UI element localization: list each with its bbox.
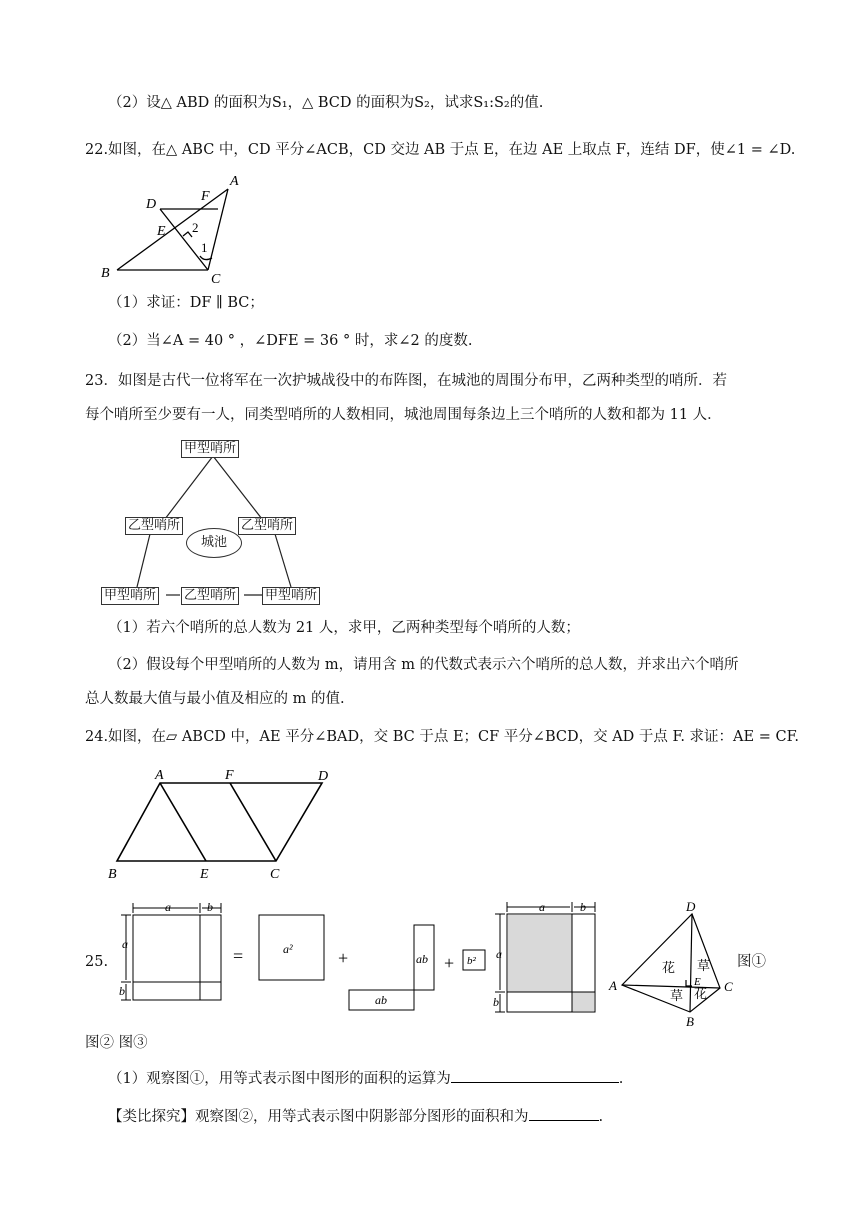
- q25-fig1-left-b: b: [119, 984, 125, 998]
- q21-part2: （2）设△ ABD 的面积为S₁，△ BCD 的面积为S₂，试求S₁:S₂的值.: [108, 95, 544, 111]
- q25-fig2-fig3-caption: 图② 图③: [85, 1035, 148, 1051]
- q23-box-right-mid: 乙型哨所: [238, 517, 296, 535]
- q25-fig1-caption: 图①: [737, 954, 766, 970]
- q25-plus-sign-1: +: [338, 948, 349, 968]
- q22-part1: （1）求证：DF ∥ BC；: [108, 295, 264, 311]
- q25-fig3-cao-right: 草: [697, 958, 711, 973]
- q23-city: 城池: [186, 528, 242, 558]
- q25-number: 25.: [85, 954, 109, 970]
- q25-analog-text: 【类比探究】观察图②，用等式表示图中阴影部分图形的面积和为: [108, 1109, 529, 1125]
- q25-fig3-cao-bottom: 草: [670, 988, 684, 1003]
- q22-label-E: E: [157, 224, 166, 239]
- q25-fig3-label-C: C: [724, 979, 733, 994]
- q25-part1-period: .: [618, 1071, 624, 1087]
- q24-stem: 24.如图，在▱ ABCD 中，AE 平分∠BAD，交 BC 于点 E；CF 平分∠BCD，交 AD 于点 F. 求证：AE = CF.: [85, 729, 799, 745]
- q22-label-B: B: [101, 266, 110, 281]
- q25-fig3-hua-bottom: 花: [694, 986, 708, 1001]
- q25-label-ab-horizontal: ab: [375, 993, 387, 1007]
- q25-fig2-left-b: b: [493, 995, 499, 1009]
- q25-part1-text: （1）观察图①，用等式表示图中图形的面积的运算为: [108, 1071, 451, 1087]
- q23-stem-line1: 23．如图是古代一位将军在一次护城战役中的布阵图，在城池的周围分布甲，乙两种类型的哨所．若: [85, 373, 727, 389]
- q24-label-D: D: [318, 769, 329, 784]
- q25-fig1-left-a: a: [122, 937, 128, 951]
- q25-fig2-top-a: a: [539, 900, 545, 914]
- q22-part2: （2）当∠A = 40 ° ，∠DFE = 36 ° 时，求∠2 的度数.: [108, 333, 473, 349]
- q22-label-D: D: [146, 197, 157, 212]
- q23-part2-line2: 总人数最大值与最小值及相应的 m 的值.: [85, 691, 345, 707]
- q24-label-E: E: [200, 867, 209, 882]
- q25-fig1-top-b: b: [207, 900, 213, 914]
- q25-fig1-top-a: a: [165, 900, 171, 914]
- q25-label-b-squared: b²: [467, 955, 476, 967]
- q25-fig3-hua-top: 花: [662, 960, 676, 975]
- q23-box-top: 甲型哨所: [181, 440, 239, 458]
- q25-equals-sign: =: [233, 946, 244, 966]
- q25-part1-answer-blank[interactable]: [451, 1068, 619, 1083]
- q23-box-bottom-right: 甲型哨所: [262, 587, 320, 605]
- q25-analog-answer-blank[interactable]: [529, 1106, 599, 1121]
- q25-fig3-label-B: B: [686, 1014, 694, 1029]
- q25-part1: [108, 1068, 623, 1090]
- q23-stem-line2: 每个哨所至少要有一人，同类型哨所的人数相同，城池周围每条边上三个哨所的人数和都为 11 人．: [85, 407, 722, 423]
- q22-label-C: C: [211, 272, 221, 287]
- q23-box-left-mid: 乙型哨所: [125, 517, 183, 535]
- q22-stem: 22.如图，在△ ABC 中，CD 平分∠ACB，CD 交边 AB 于点 E，在边 AE 上取点 F，连结 DF，使∠1 = ∠D.: [85, 142, 796, 158]
- q23-box-bottom-mid: 乙型哨所: [181, 587, 239, 605]
- q25-fig3-label-E: E: [694, 976, 701, 988]
- q24-label-A: A: [155, 768, 164, 783]
- q23-part1: （1）若六个哨所的总人数为 21 人，求甲，乙两种类型每个哨所的人数；: [108, 620, 580, 636]
- q24-label-B: B: [108, 867, 117, 882]
- q25-analog: [108, 1106, 603, 1128]
- q24-label-C: C: [270, 867, 280, 882]
- q22-angle-2: 2: [192, 220, 199, 235]
- q25-fig2-top-b: b: [580, 900, 586, 914]
- q25-plus-sign-2: +: [444, 953, 455, 973]
- q25-label-a-squared: a²: [283, 942, 293, 956]
- q22-label-A: A: [230, 174, 239, 189]
- q25-analog-period: .: [598, 1109, 604, 1125]
- q25-fig3-label-D: D: [686, 899, 696, 914]
- q23-box-bottom-left: 甲型哨所: [101, 587, 159, 605]
- q22-angle-1: 1: [201, 240, 208, 255]
- q24-label-F: F: [225, 768, 234, 783]
- q25-fig3-label-A: A: [609, 978, 617, 993]
- q23-part2-line1: （2）假设每个甲型哨所的人数为 m，请用含 m 的代数式表示六个哨所的总人数，并求出六个哨所: [108, 657, 739, 673]
- q22-label-F: F: [201, 189, 210, 204]
- q25-fig2-left-a: a: [496, 947, 502, 961]
- q25-label-ab-vertical: ab: [416, 952, 428, 966]
